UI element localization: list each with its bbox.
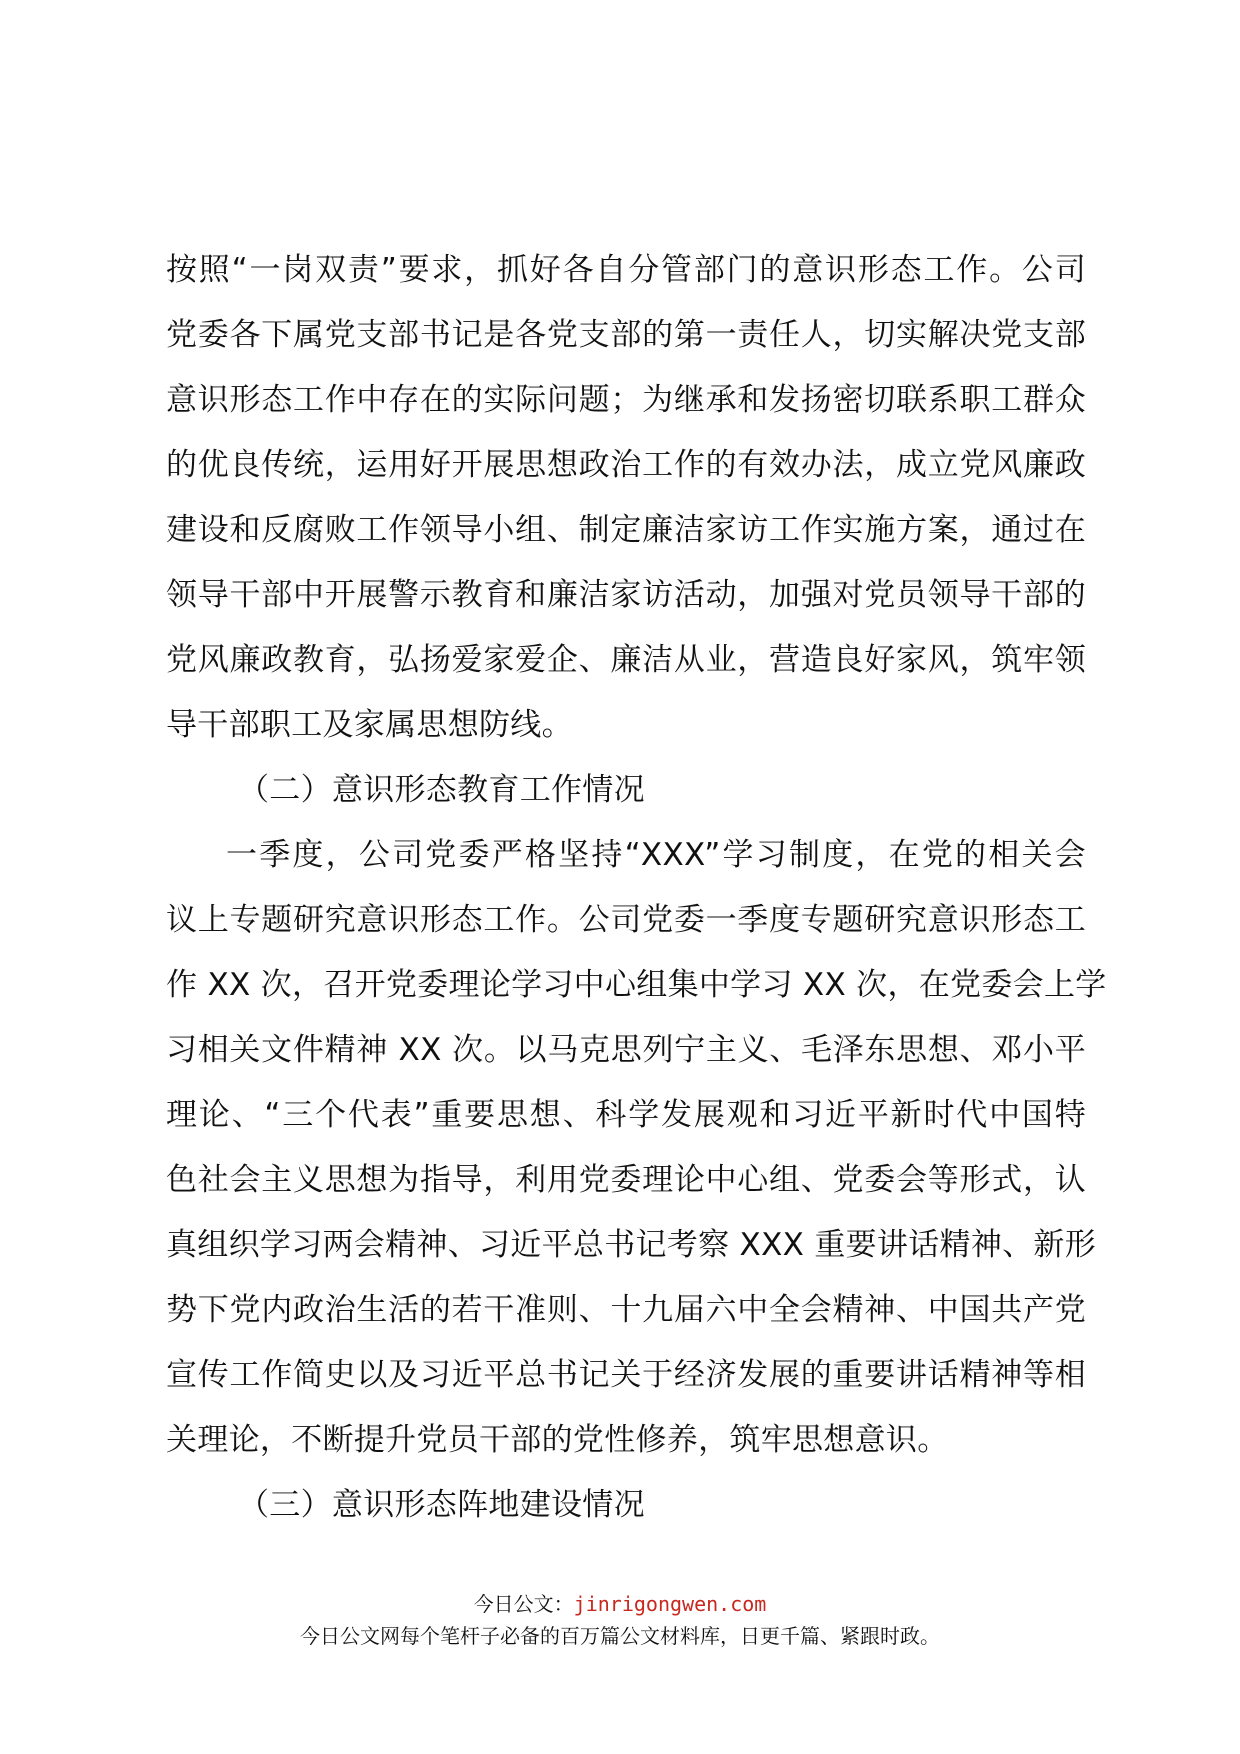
para1-line: 党风廉政教育，弘扬爱家爱企、廉洁从业，营造良好家风，筑牢领	[166, 642, 1086, 678]
para2-line: 宣传工作简史以及习近平总书记关于经济发展的重要讲话精神等相	[166, 1357, 1086, 1393]
para2-line: 理论、“三个代表”重要思想、科学发展观和习近平新时代中国特	[166, 1097, 1086, 1133]
para2-line: 关理论，不断提升党员干部的党性修养，筑牢思想意识。	[166, 1422, 949, 1458]
para1-line: 建设和反腐败工作领导小组、制定廉洁家访工作实施方案，通过在	[166, 512, 1086, 548]
para1-line: 的优良传统，运用好开展思想政治工作的有效办法，成立党风廉政	[166, 447, 1086, 483]
para2-line: 一季度，公司党委严格坚持“XXX”学习制度，在党的相关会	[226, 837, 1086, 873]
para2-line: 真组织学习两会精神、习近平总书记考察 XXX 重要讲话精神、新形	[166, 1227, 1097, 1263]
para1-line: 意识形态工作中存在的实际问题；为继承和发扬密切联系职工群众	[166, 382, 1086, 418]
para1-line: 党委各下属党支部书记是各党支部的第一责任人，切实解决党支部	[166, 317, 1086, 353]
body-text	[166, 238, 1107, 1538]
para2-line: 习相关文件精神 XX 次。以马克思列宁主义、毛泽东思想、邓小平	[166, 1032, 1086, 1068]
para1-line: 导干部职工及家属思想防线。	[166, 707, 573, 743]
footer-site-url[interactable]: jinrigongwen.com	[573, 1592, 767, 1616]
para2-line: 作 XX 次，召开党委理论学习中心组集中学习 XX 次，在党委会上学	[166, 967, 1107, 1003]
footer-site	[0, 1588, 1240, 1617]
para2-line: 势下党内政治生活的若干准则、十九届六中全会精神、中国共产党	[166, 1292, 1086, 1328]
footer-site-label: 今日公文：	[473, 1592, 574, 1616]
para2-line: 议上专题研究意识形态工作。公司党委一季度专题研究意识形态工	[166, 902, 1086, 938]
section-heading-2: （二）意识形态教育工作情况	[238, 772, 645, 808]
section-heading-3: （三）意识形态阵地建设情况	[238, 1487, 645, 1523]
para1-line: 按照“一岗双责”要求，抓好各自分管部门的意识形态工作。公司	[166, 252, 1086, 288]
para2-line: 色社会主义思想为指导，利用党委理论中心组、党委会等形式，认	[166, 1162, 1086, 1198]
footer-tagline: 今日公文网每个笔杆子必备的百万篇公文材料库，日更千篇、紧跟时政。	[300, 1624, 940, 1648]
para1-line: 领导干部中开展警示教育和廉洁家访活动，加强对党员领导干部的	[166, 577, 1086, 613]
